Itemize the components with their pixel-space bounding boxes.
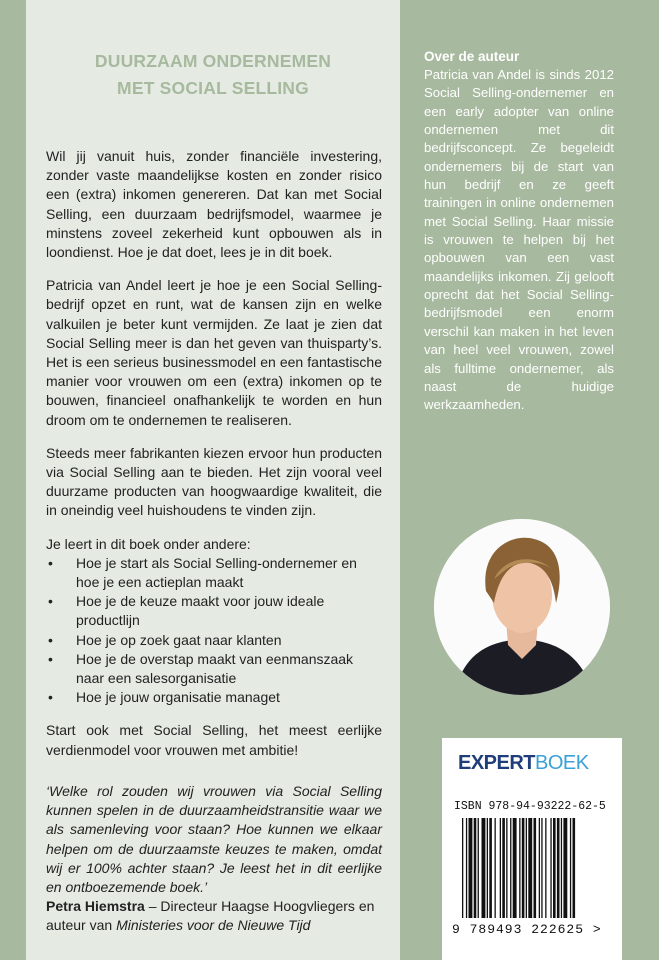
list-intro: Je leert in dit boek onder andere: [46, 535, 251, 552]
isbn-text: ISBN 978-94-93222-62-5 [454, 800, 606, 813]
products-paragraph [46, 444, 382, 521]
barcode-bar [495, 818, 496, 918]
author-portrait-icon [434, 519, 610, 695]
barcode-bar [573, 818, 576, 918]
learning-list [46, 535, 382, 708]
barcode-bar [502, 818, 505, 918]
body-text [46, 147, 382, 950]
closing-paragraph [46, 721, 382, 759]
endorsement-quote [46, 782, 382, 936]
about-author [424, 48, 614, 415]
logo-bold-text: EXPERT [458, 752, 536, 774]
barcode-bar [522, 818, 525, 918]
barcode-bar [513, 818, 517, 918]
barcode-bar [528, 818, 532, 918]
barcode-bar [561, 818, 562, 918]
barcode-bar [557, 818, 560, 918]
title-line-2: MET SOCIAL SELLING [117, 78, 309, 98]
barcode-bar [500, 818, 501, 918]
publisher-logo [458, 752, 589, 775]
barcode-block [442, 738, 622, 960]
list-item: • Hoe je jouw organisatie managet [46, 688, 382, 707]
barcode-bar [570, 818, 571, 918]
paragraph-text: Start ook met Social Selling, het meest eerlijke verdienmodel voor vrouwen met ambitie! [46, 722, 382, 758]
paragraph-text: Wil jij vanuit huis, zonder financiële investering, zonder vaste maandelijkse kosten en zonder risico een (extra) inkomen genereren. Dat kan met Social Selling, een duurzaam bedrijfsmodel, waarmee je minstens zoveel zekerheid kunt opbouwen als in loondienst. Hoe je dat doet, lees je in dit boek. [46, 148, 382, 261]
barcode-bar [482, 818, 486, 918]
paragraph-text: Patricia van Andel leert je hoe je een Social Selling-bedrijf opzet en runt, wat de kansen zijn en welke valkuilen je beter kunt vermijden. Ze laat je zien dat Social Selling meer is dan het geven van thuisparty’s. Het is een serieus businessmodel en een fantastische manier voor vrouwen om een (extra) inkomen op te bouwen, financieel onafhankelijk te worden en hun droom om te ondernemen te realiseren. [46, 277, 382, 428]
about-heading: Over de auteur [424, 49, 520, 64]
barcode-bar [478, 818, 479, 918]
barcode-bar [462, 818, 463, 918]
author-photo [434, 519, 610, 695]
barcode-bar [506, 818, 507, 918]
barcode-bar [469, 818, 473, 918]
barcode-bar [545, 818, 546, 918]
barcode-bar [541, 818, 542, 918]
barcode-bar [489, 818, 492, 918]
barcode-digits: 9 789493 222625 > [452, 922, 602, 937]
list-item: • Hoe je de overstap maakt van eenmanszaak naar een salesorganisatie [46, 650, 382, 688]
author-paragraph [46, 276, 382, 430]
list-item: • Hoe je de keuze maakt voor jouw ideale productlijn [46, 592, 382, 630]
barcode-bars [454, 818, 610, 918]
barcode-bar [487, 818, 488, 918]
about-text: Patricia van Andel is sinds 2012 Social Selling-ondernemer en een early adopter van online ondernemen met dit bedrijfsconcept. Ze begeleidt ondernemers bij de start van hun bedrijf en ze geeft trainingen in online ondernemen met Social Selling. Haar missie is vrouwen te helpen bij het opbouwen van een vast maandelijks inkomen. Zij gelooft oprecht dat het Social Selling-bedrijfsmodel een enorm verschil kan maken in het leven van heel veel vrouwen, zowel als fulltime ondernemer, als naast de huidige werkzaamheden. [424, 67, 614, 413]
title-line-1: DUURZAAM ONDERNEMEN [94, 51, 332, 71]
paragraph-text: Steeds meer fabrikanten kiezen ervoor hun producten via Social Selling aan te bieden. Het zijn vooral veel duurzame producten van hoogwaardige kwaliteit, die in oneindig veel huishoudens te vinden zijn. [46, 444, 382, 519]
barcode-bar [474, 818, 477, 918]
barcode-bar [510, 818, 511, 918]
list-item: • Hoe je start als Social Selling-ondernemer en hoe je een actieplan maakt [46, 554, 382, 592]
logo-light-text: BOEK [535, 752, 589, 774]
barcode-bar [526, 818, 527, 918]
barcode-bar [550, 818, 551, 918]
quote-author: Petra Hiemstra [46, 898, 145, 915]
intro-paragraph [46, 147, 382, 262]
quote-book-title: Ministeries voor de Nieuwe Tijd [116, 917, 311, 934]
list-item: • Hoe je op zoek gaat naar klanten [46, 631, 382, 650]
book-title [26, 48, 400, 102]
barcode-bar [534, 818, 537, 918]
front-text-panel [26, 0, 400, 960]
quote-role: – Directeur Haagse Hoogvliegers en auteur van [46, 898, 375, 934]
barcode-bar [563, 818, 567, 918]
barcode-bar [466, 818, 467, 918]
barcode-bar [539, 818, 540, 918]
barcode-bar [553, 818, 556, 918]
quote-text: ‘Welke rol zouden wij vrouwen via Social Selling kunnen spelen in de duurzaamheidstransitie waar we als samenleving voor staan? Hoe kunnen we elkaar helpen om de duurzaamste keuzes te maken, omdat wij er 100% achter staan? Je leest het in dit eerlijke en ontboezemende boek.’ [46, 782, 382, 895]
barcode-bar [519, 818, 520, 918]
